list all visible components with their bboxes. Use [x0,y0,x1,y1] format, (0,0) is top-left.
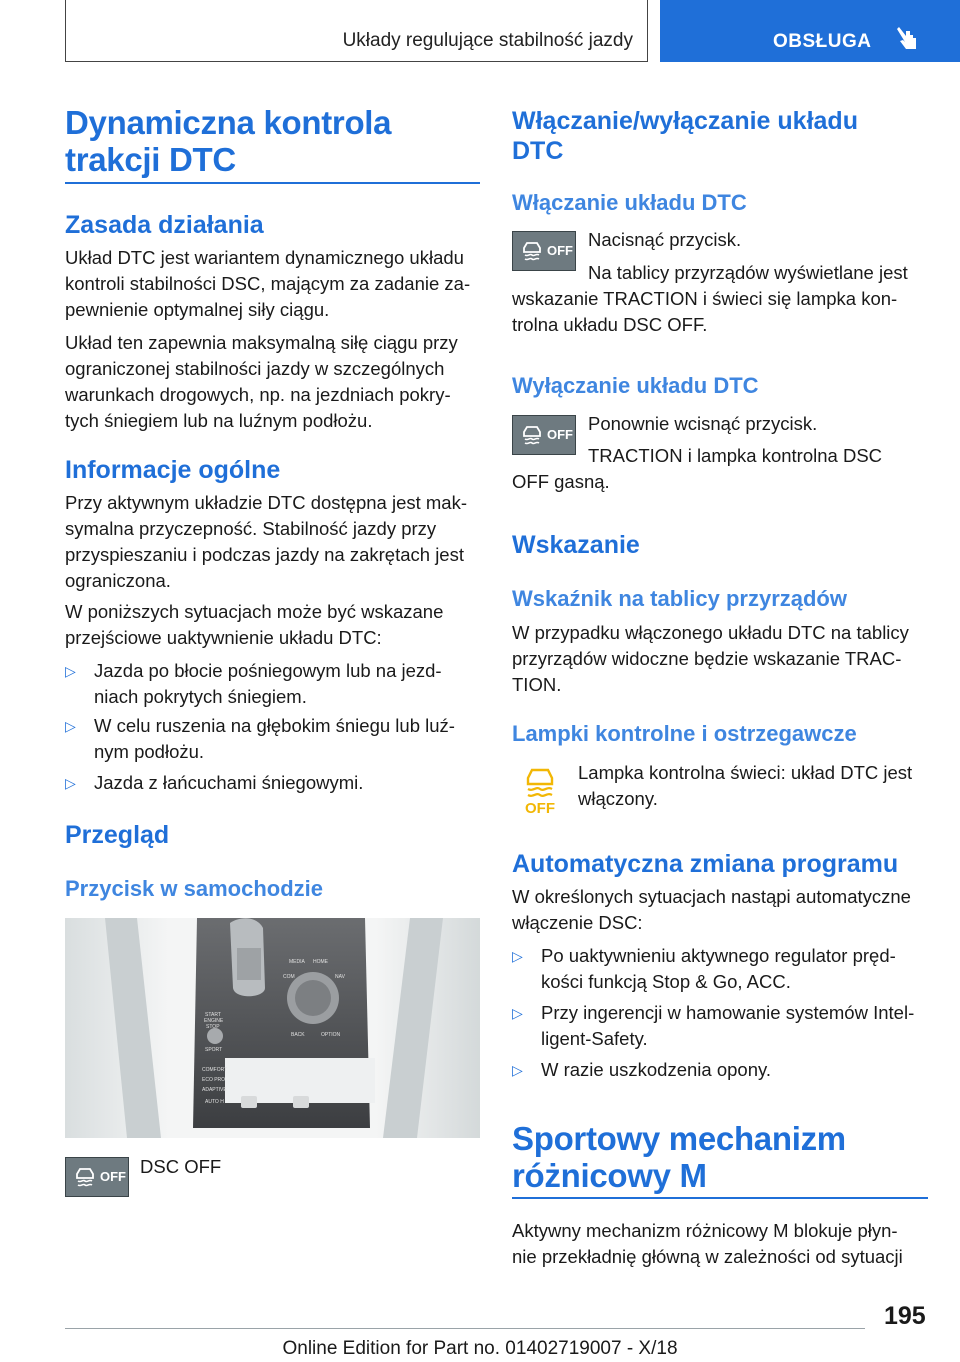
console-drawing [65,918,480,1138]
traction-car-icon [72,1164,98,1190]
paragraph-on-2b: wskazanie TRACTION i świeci się lampka kon- trolna układu DSC OFF. [512,288,898,335]
header-section-box [65,0,648,62]
main-heading-dtc: Dynamiczna kontrola trakcji DTC [65,104,392,178]
traction-car-icon [519,422,545,448]
console-eco-label: ECO PRO [202,1077,226,1083]
heading-onoff: Włączanie/wyłączanie układu DTC [512,107,858,165]
paragraph-off-2b: OFF gasną. [512,471,610,492]
off-label: OFF [100,1169,126,1184]
paragraph-info-2: W poniższych sytuacjach może być wskazane przejściowe uaktywnienie układu DTC: [65,601,444,648]
heading-zasada: Zasada działania [65,211,264,239]
console-engine-label: ENGINE [204,1018,224,1024]
heading-wskaznik: Wskaźnik na tablicy przyrządów [512,586,847,611]
svg-text:OFF: OFF [525,800,555,816]
console-start-label: START [205,1012,221,1018]
header-tab[interactable] [660,0,960,62]
dsc-off-button-icon [512,415,576,455]
off-label: OFF [547,427,573,442]
traction-car-icon [519,238,545,264]
header-section-title: Układy regulujące stabilność jazdy [342,30,633,51]
heading-przycisk: Przycisk w samochodzie [65,876,323,901]
center-console-image [65,918,480,1138]
bullet-triangle-icon: ▷ [65,718,76,734]
footer-edition: Online Edition for Part no. 01402719007 - X/18 [282,1338,678,1359]
console-nav-label: NAV [335,974,345,980]
console-com-label: COM [283,974,295,980]
paragraph-info-1: Przy aktywnym układzie DTC dostępna jest mak- symalna przyczepność. Stabilność jazdy przy przyspieszaniu i podczas jazdy na zakrętach jest ograniczona. [65,492,467,591]
console-comfort-label: COMFORT [202,1067,228,1073]
heading-wlaczanie: Włączanie układu DTC [512,190,747,215]
paragraph-zasada-2: Układ ten zapewnia maksymalną siłę ciągu przy ograniczonej stabilności jazdy w szczególnych warunkach drogowych, np. na jezdniach pokry- tych śniegiem lub na luźnym podłożu. [65,332,458,431]
page-number: 195 [884,1302,926,1330]
heading-sportowy: Sportowy mechanizm różnicowy M [512,1120,846,1194]
heading-rule [512,1197,928,1199]
console-back-label: BACK [291,1032,305,1038]
bullet-triangle-icon: ▷ [512,1005,523,1021]
paragraph-lampki-2: włączony. [578,788,658,809]
paragraph-zasada-1: Układ DTC jest wariantem dynamicznego układu kontroli stabilności DSC, mającym za zadanie za- pewnienie optymalnej siły ciągu. [65,247,471,320]
heading-lampki: Lampki kontrolne i ostrzegawcze [512,721,857,746]
console-adaptive-label: ADAPTIVE [202,1087,227,1093]
dsc-off-button-icon [512,231,576,271]
dsc-off-button-icon [65,1157,129,1197]
footer-rule [65,1328,865,1329]
paragraph-off-1: Ponownie wcisnąć przycisk. [588,413,818,434]
bullet-triangle-icon: ▷ [512,948,523,964]
console-media-label: MEDIA [289,959,305,965]
paragraph-on-2a: Na tablicy przyrządów wyświetlane jest [588,262,908,283]
heading-rule [65,182,480,184]
caption-dsc-off: DSC OFF [140,1156,222,1177]
console-stop-label: STOP [206,1024,220,1030]
paragraph-off-2a: TRACTION i lampka kontrolna DSC [588,445,883,466]
heading-wylaczanie: Wyłączanie układu DTC [512,373,759,398]
console-auto-label: AUTO H [205,1099,224,1105]
paragraph-automatyczna: W określonych sytuacjach nastąpi automatyczne włączenie DSC: [512,886,911,933]
paragraph-sportowy: Aktywny mechanizm różnicowy M blokuje płyn- nie przekładnię główną w zależności od sytuacji [512,1220,903,1267]
paragraph-on-1: Nacisnąć przycisk. [588,229,742,250]
paragraph-lampki-1: Lampka kontrolna świeci: układ DTC jest [578,762,913,783]
heading-informacje: Informacje ogólne [65,456,281,484]
paragraph-wskaznik: W przypadku włączonego układu DTC na tablicy przyrządów widoczne będzie wskazanie TRAC- TION. [512,622,909,695]
console-option-label: OPTION [321,1032,341,1038]
bullet-triangle-icon: ▷ [65,775,76,791]
heading-automatyczna: Automatyczna zmiana programu [512,850,899,878]
bullet-triangle-icon: ▷ [512,1062,523,1078]
bullet-triangle-icon: ▷ [65,663,76,679]
heading-przeglad: Przegląd [65,821,170,849]
console-home-label: HOME [313,959,328,965]
off-label: OFF [547,243,573,258]
pointing-hand-icon [896,25,920,53]
console-sport-label: SPORT [205,1047,223,1053]
header-tab-label: OBSŁUGA [773,31,872,52]
dtc-warning-lamp-icon [522,764,558,816]
heading-wskazanie: Wskazanie [512,531,640,559]
